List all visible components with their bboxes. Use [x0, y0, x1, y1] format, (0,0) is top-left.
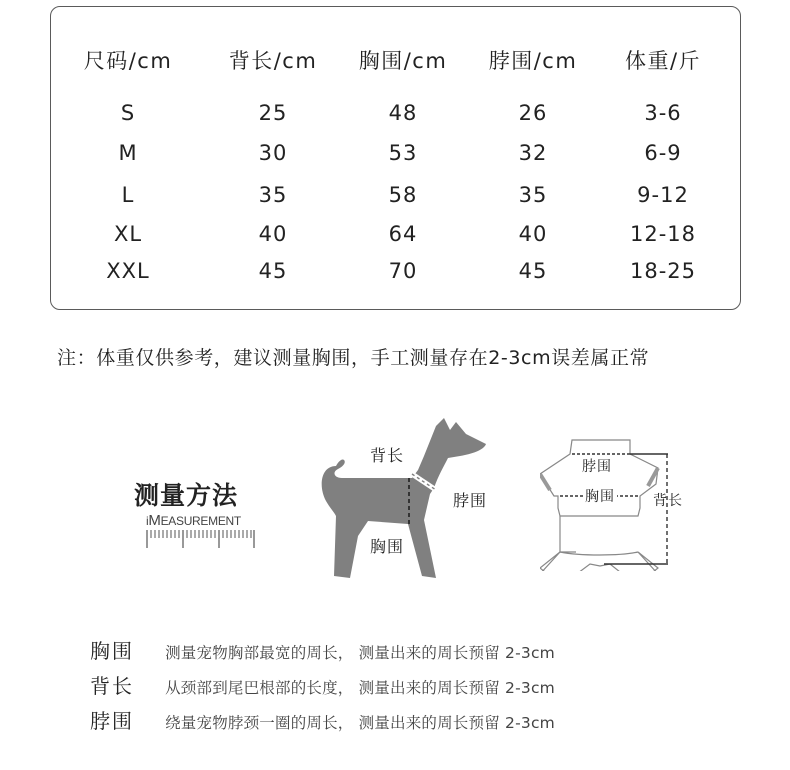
table-cell: 32: [518, 141, 548, 165]
table-cell: 70: [388, 259, 418, 283]
header-chest: 胸围/cm: [358, 49, 448, 73]
size-table: [50, 6, 741, 310]
table-cell: 48: [388, 101, 418, 125]
table-cell: XXL: [106, 259, 150, 283]
table-cell: 40: [258, 222, 288, 246]
table-cell: 45: [518, 259, 548, 283]
description-note: 测量出来的周长预留 2-3cm: [358, 644, 555, 662]
description-chest: [90, 635, 555, 664]
table-cell: XL: [113, 222, 143, 246]
description-neck: [90, 705, 555, 734]
table-cell: 64: [388, 222, 418, 246]
table-cell: 35: [258, 183, 288, 207]
dog-neck-label: 脖围: [453, 491, 488, 510]
header-weight: 体重/斤: [624, 49, 702, 73]
table-cell: S: [120, 101, 136, 125]
table-cell: 58: [388, 183, 418, 207]
description-term: 胸围: [90, 639, 134, 663]
table-cell: 3-6: [644, 101, 682, 125]
shirt-neck-label: 脖围: [582, 459, 612, 475]
description-note: 测量出来的周长预留 2-3cm: [358, 679, 555, 697]
table-cell: 53: [388, 141, 418, 165]
method-title: 测量方法: [134, 481, 239, 510]
subtitle-prefix: i: [146, 514, 149, 528]
shirt-chest-label: 胸围: [583, 486, 617, 506]
description-term: 脖围: [90, 709, 134, 733]
table-cell: 26: [518, 101, 548, 125]
table-cell: L: [121, 183, 135, 207]
method-subtitle: [146, 512, 241, 529]
shirt-back-length-label: 背长: [653, 493, 683, 509]
table-cell: M: [118, 141, 138, 165]
subtitle-first: M: [148, 512, 161, 529]
description-text: 测量宠物胸部最宽的周长，: [165, 644, 354, 662]
dog-back-length-label: 背长: [370, 446, 405, 465]
table-cell: 40: [518, 222, 548, 246]
table-cell: 6-9: [644, 141, 682, 165]
description-text: 从颈部到尾巴根部的长度，: [165, 679, 354, 697]
table-cell: 35: [518, 183, 548, 207]
subtitle-rest: EASUREMENT: [160, 514, 241, 528]
description-note: 测量出来的周长预留 2-3cm: [358, 714, 555, 732]
header-neck: 脖围/cm: [488, 49, 578, 73]
table-cell: 18-25: [629, 259, 697, 283]
table-cell: 25: [258, 101, 288, 125]
header-size: 尺码/cm: [83, 49, 173, 73]
table-cell: 12-18: [629, 222, 697, 246]
measurement-note: 注：体重仅供参考，建议测量胸围，手工测量存在2-3cm误差属正常: [57, 347, 650, 369]
table-cell: 30: [258, 141, 288, 165]
table-cell: 9-12: [637, 183, 689, 207]
description-text: 绕量宠物脖颈一圈的周长，: [165, 714, 354, 732]
description-term: 背长: [90, 674, 134, 698]
dog-chest-label: 胸围: [370, 537, 405, 556]
table-cell: 45: [258, 259, 288, 283]
header-back-length: 背长/cm: [228, 49, 318, 73]
description-back-length: [90, 670, 555, 699]
ruler-icon: [146, 530, 256, 550]
